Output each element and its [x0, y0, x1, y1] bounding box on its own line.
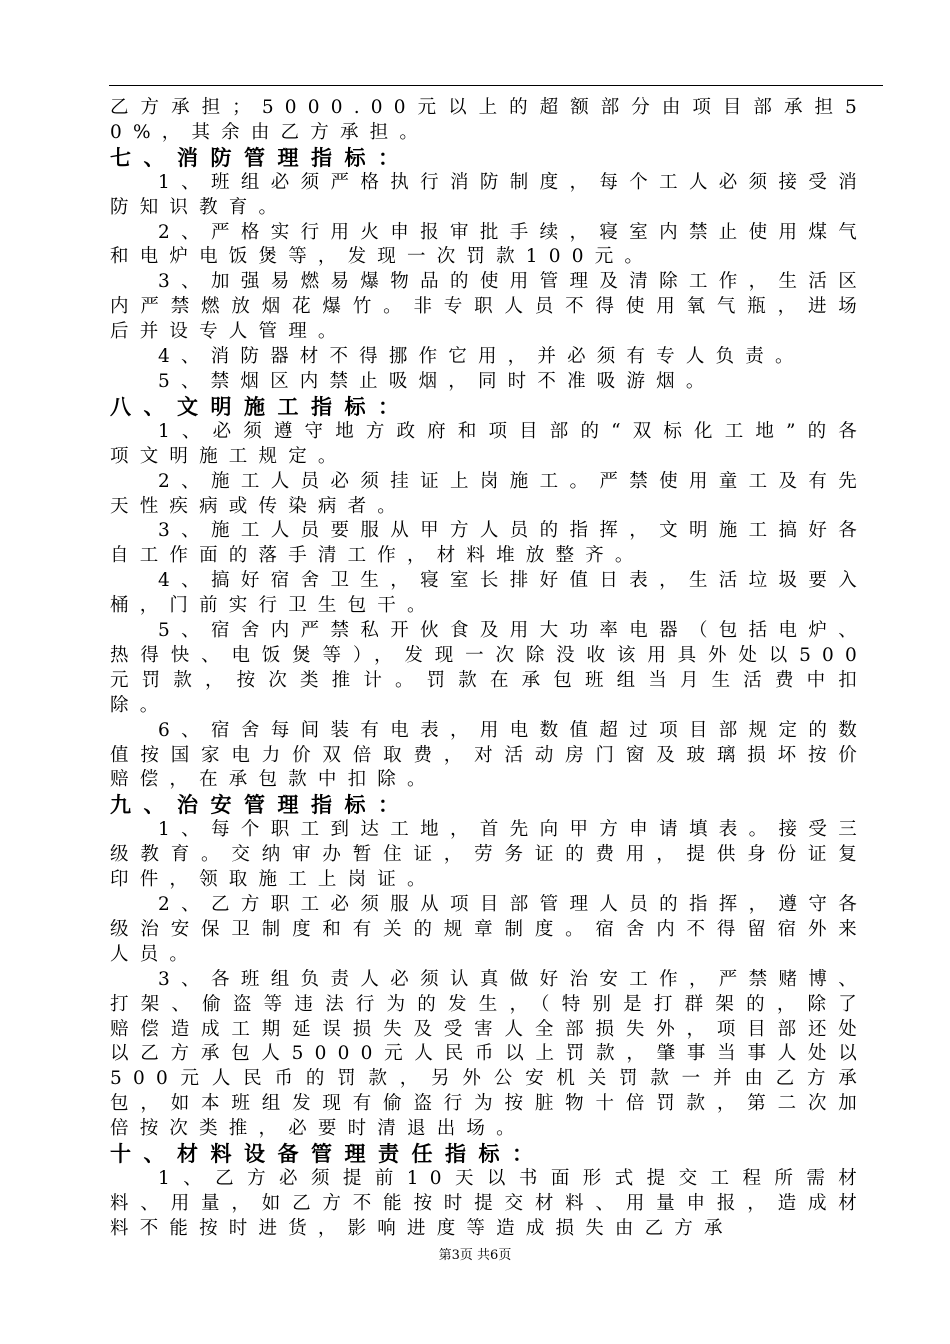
body-paragraph: 1、每个职工到达工地，首先向甲方申请填表。接受三级教育。交纳审办暂住证，劳务证的费用，提供身份证复印件，领取施工上岗证。 [110, 819, 868, 891]
body-paragraph: 1、乙方必须提前10天以书面形式提交工程所需材料、用量，如乙方不能按时提交材料、用量申报，造成材料不能按时进货，影响进度等造成损失由乙方承 [110, 1167, 868, 1239]
body-paragraph: 4、消防器材不得挪作它用，并必须有专人负责。 [158, 346, 805, 368]
body-paragraph: 4、搞好宿舍卫生，寝室长排好值日表，生活垃圾要入桶，门前实行卫生包干。 [110, 570, 868, 617]
section-heading: 九、治安管理指标： [110, 792, 412, 818]
body-paragraph: 3、施工人员要服从甲方人员的指挥，文明施工搞好各自工作面的落手清工作，材料堆放整齐。 [110, 520, 868, 567]
body-paragraph: 3、加强易燃易爆物品的使用管理及清除工作，生活区内严禁燃放烟花爆竹。非专职人员不得使用氧气瓶，进场后并设专人管理。 [110, 271, 868, 343]
body-paragraph: 6、宿舍每间装有电表，用电数值超过项目部规定的数值按国家电力价双倍取费，对活动房门窗及玻璃损坏按价赔偿，在承包款中扣除。 [110, 719, 868, 791]
body-paragraph: 2、乙方职工必须服从项目部管理人员的指挥，遵守各级治安保卫制度和有关的规章制度。宿舍内不得留宿外来人员。 [110, 894, 868, 965]
body-paragraph: 3、各班组负责人必须认真做好治安工作，严禁赌博、打架、偷盗等违法行为的发生，（特别是打群架的，除了赔偿造成工期延误损失及受害人全部损失外，项目部还处以乙方承包人5000元人民币以上罚款，肇事当事人处以500元人民币的罚款，另外公安机关罚款一并由乙方承包，如本班组发现有偷盗行为按脏物十倍罚款，第二次加倍按次类推，必要时清退出场。 [110, 968, 868, 1140]
section-heading: 八、文明施工指标： [110, 393, 412, 419]
document-body [110, 96, 868, 1242]
body-paragraph: 1、班组必须严格执行消防制度，每个工人必须接受消防知识教育。 [110, 171, 868, 218]
body-paragraph: 乙方承担；5000.00元以上的超额部分由项目部承担50%，其余由乙方承担。 [110, 97, 868, 143]
header-rule [109, 85, 883, 86]
body-paragraph: 5、禁烟区内禁止吸烟，同时不准吸游烟。 [158, 370, 716, 392]
body-paragraph: 5、宿舍内严禁私开伙食及用大功率电器（包括电炉、热得快、电饭煲等），发现一次除没收该用具外处以500元罚款，按次类推计。罚款在承包班组当月生活费中扣除。 [110, 620, 868, 716]
section-heading: 十、材料设备管理责任指标： [110, 1141, 546, 1167]
body-paragraph: 2、施工人员必须挂证上岗施工。严禁使用童工及有先天性疾病或传染病者。 [110, 470, 868, 517]
body-paragraph: 2、严格实行用火申报审批手续，寝室内禁止使用煤气和电炉电饭煲等，发现一次罚款100元。 [110, 221, 868, 268]
body-paragraph: 1、必须遵守地方政府和项目部的“双标化工地”的各项文明施工规定。 [110, 420, 868, 467]
section-heading: 七、消防管理指标： [110, 144, 412, 170]
page-footer: 第3页 共6页 [438, 1248, 512, 1263]
